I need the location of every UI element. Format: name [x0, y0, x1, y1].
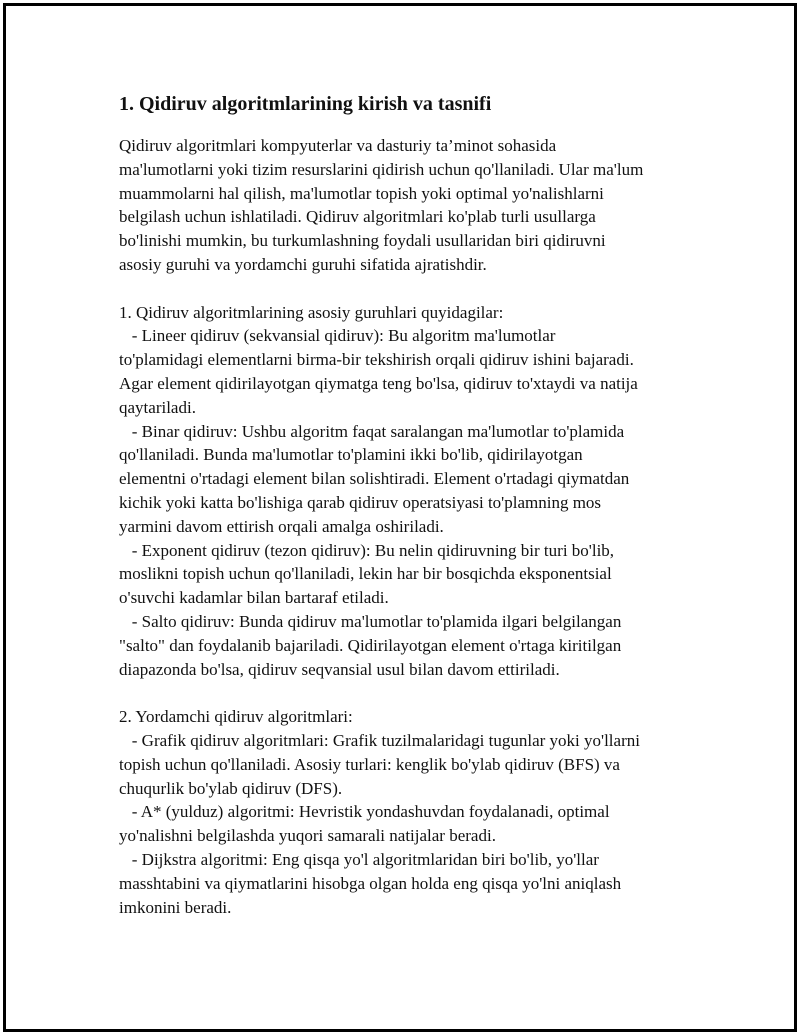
body-text: Qidiruv algoritmlari kompyuterlar va dasturiy ta’minot sohasida ma'lumotlarni yoki tizim resurslarini qidirish uchun qo'llaniladi. Ular ma'lum muammolarni hal qilish, ma'lumotlar topish yoki optimal yo'nalishlarni belgilash uchun ishlatiladi. Qidiruv algoritmlari ko'plab turli usullarga bo'linishi mumkin, bu turkumlashning foydali usullaridan biri qidiruvni asosiy guruhi va yordamchi guruhi sifatida ajratishdir. 1. Qidiruv algoritmlarining asosiy guruhlari quyidagilar: - Lineer qidiruv (sekvansial qidiruv): Bu algoritm ma'lumotlar to'plamidagi elementlarni birma-bir tekshirish orqali qidiruv ishini bajaradi. Agar element qidirilayotgan qiymatga teng bo'lsa, qidiruv to'xtaydi va natija qaytariladi. - Binar qidiruv: Ushbu algoritm faqat saralangan ma'lumotlar to'plamida qo'llaniladi. Bunda ma'lumotlar to'plamini ikki bo'lib, qidirilayotgan elementni o'rtadagi element bilan solishtiradi. Element o'rtadagi qiymatdan kichik yoki katta bo'lishiga qarab qidiruv operatsiyasi to'plamning mos yarmini davom ettirish orqali amalga oshiriladi. - Exponent qidiruv (tezon qidiruv): Bu nelin qidiruvning bir turi bo'lib, moslikni topish uchun qo'llaniladi, lekin har bir bosqichda eksponentsial o'suvchi kadamlar bilan bartaraf etiladi. - Salto qidiruv: Bunda qidiruv ma'lumotlar to'plamida ilgari belgilangan "salto" dan foydalanib bajariladi. Qidirilayotgan element o'rtaga kiritilgan diapazonda bo'lsa, qidiruv seqvansial usul bilan davom ettiriladi. 2. Yordamchi qidiruv algoritmlari: - Grafik qidiruv algoritmlari: Grafik tuzilmalaridagi tugunlar yoki yo'llarni topish uchun qo'llaniladi. Asosiy turlari: kenglik bo'ylab qidiruv (BFS) va chuqurlik bo'ylab qidiruv (DFS). - A* (yulduz) algoritmi: Hevristik yondashuvdan foydalanadi, optimal yo'nalishni belgilashda yuqori samarali natijalar beradi. - Dijkstra algoritmi: Eng qisqa yo'l algoritmlaridan biri bo'lib, yo'llar masshtabini va qiymatlarini hisobga olgan holda eng qisqa yo'lni aniqlash imkonini beradi.: [119, 136, 644, 917]
document-content: [119, 91, 699, 919]
section-heading: 1. Qidiruv algoritmlarining kirish va tasnifi: [119, 93, 492, 115]
document-page: [3, 3, 797, 1032]
